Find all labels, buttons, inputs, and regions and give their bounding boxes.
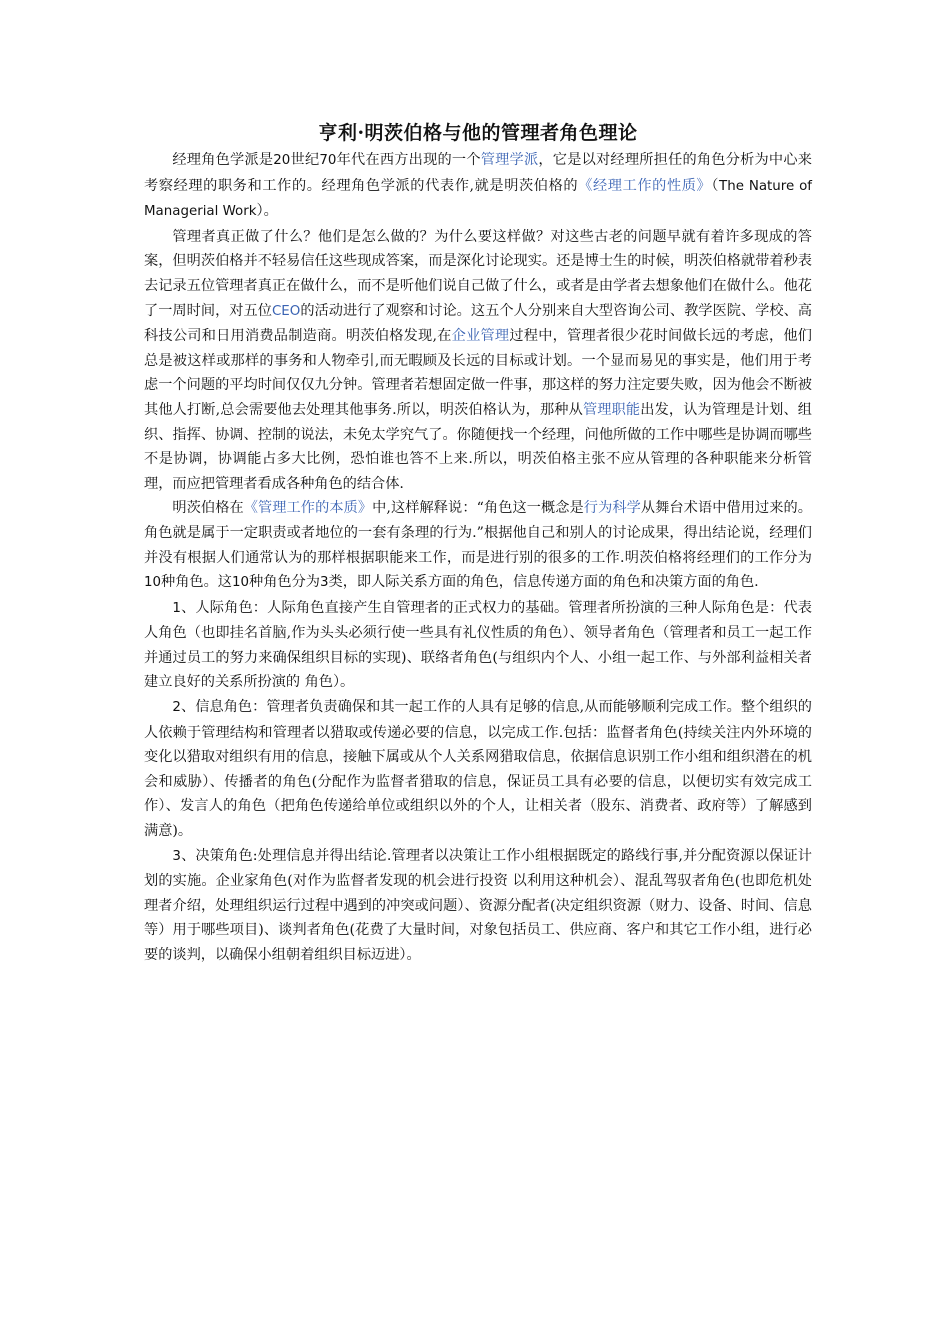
text-segment: 管理者真正做了什么？他们是怎么做的？为什么要这样做？对这些古老的问题早就有着许多现成的答案，但明茨伯格并不轻易信任这些现成答案，而是深化讨论现实。还是博士生的时候，明茨伯格就带着秒表去记录五位管理者真正在做什么，而不是听他们说自己做了什么，或者是由学者去想象他们在做什么。他花了一周时间，对五位 [144, 228, 812, 319]
list-number: 3 [172, 848, 181, 864]
text-segment: 的活动进行了观察和讨论。这五个人分别来自大型咨询公司、教学医院、学校、高科技公司和日用消费品制造商。明茨伯格发现,在 [144, 302, 812, 345]
link-nature-of-managerial-work-cn[interactable]: 《管理工作的本质》 [243, 500, 373, 517]
text-segment: 、人际角色：人际角色直接产生自管理者的正式权力的基础。管理者所扮演的三种人际角色是：代表人角色（也即挂名首脑,作为头头必须行使一些具有礼仪性质的角色）、领导者角色（管理者和员工一起工作并通过员工的努力来确保组织目标的实现)、联络者角色(与组织内个人、小组一起工作、与外部利益相关者建立良好的关系所扮演的 角色）。 [144, 599, 812, 691]
list-number: 1 [172, 600, 181, 616]
text-english-title: The Nature of Managerial Work [144, 178, 812, 220]
paragraph-2 [144, 225, 812, 497]
link-behavioral-science[interactable]: 行为科学 [583, 500, 641, 517]
link-management-functions[interactable]: 管理职能 [582, 401, 641, 418]
document-body [144, 118, 812, 968]
text-number: 10 [144, 575, 162, 591]
text-segment: 、信息角色：管理者负责确保和其一起工作的人具有足够的信息,从而能够顺利完成工作。整个组织的人依赖于管理结构和管理者以猎取或传递必要的信息，以完成工作.包括：监督者角色(持续关注内外环境的变化以猎取对组织有用的信息，接触下属或从个人关系网猎取信息，依据信息识别工作小组和组织潜在的机会和威胁）、传播者的角色(分配作为监督者猎取的信息，保证员工具有必要的信息，以便切实有效完成工作）、发言人的角色（把角色传递给单位或组织以外的个人，让相关者（股东、消费者、政府等）了解感到满意)。 [144, 699, 812, 840]
link-management-school[interactable]: 管理学派 [480, 152, 539, 168]
text-segment: 明茨伯格在 [172, 500, 244, 517]
text-segment: 、决策角色:处理信息并得出结论.管理者以决策让工作小组根据既定的路线行事,并分配资源以保证计划的实施。企业家角色(对作为监督者发现的机会进行投资 以利用这种机会）、混乱驾驭者角色(也即危机处理者介绍，处理组织运行过程中遇到的冲突或问题）、资源分配者(决定组织资源（财力、设备、时间、信息等）用于哪些项目)、谈判者角色(花费了大量时间，对象包括员工、供应商、客户和其它工作小组，进行必要的谈判，以确保小组朝着组织目标迈进）。 [144, 847, 812, 963]
link-ceo[interactable]: CEO [271, 303, 301, 319]
link-nature-of-managerial-work[interactable]: 《经理工作的性质》 [578, 177, 712, 194]
text-segment: 世纪 [290, 152, 320, 168]
text-segment: （ [711, 177, 720, 194]
text-segment: ）。 [256, 203, 278, 220]
text-number: 20 [273, 153, 291, 168]
text-segment: 类，即人际关系方面的角色，信息传递方面的角色和决策方面的角色. [328, 574, 759, 591]
text-segment: 出发，认为管理是计划、组织、指挥、协调、控制的说法，未免太学究气了。你随便找一个经理，问他所做的工作中哪些是协调而哪些不是协调，协调能占多大比例，恐怕谁也答不上来.所以，明茨伯格主张不应从管理的各种职能来分析管理，而应把管理者看成各种角色的结合体. [144, 401, 812, 492]
text-segment: 经理角色学派是 [172, 152, 274, 168]
text-number: 3 [320, 575, 329, 591]
text-segment: 种角色分为 [249, 574, 320, 591]
text-segment: 过程中，管理者很少花时间做长远的考虑，他们总是被这样或那样的事务和人物牵引,而无暇顾及长远的目标或计划。一个显而易见的事实是，他们用于考虑一个问题的平均时间仅仅九分钟。管理者若想固定做一件事，那这样的努力注定要失败，因为他会不断被其他人打断,总会需要他去处理其他事务.所以，明茨伯格认为，那种从 [144, 328, 812, 418]
paragraph-decisional-roles [144, 844, 812, 968]
text-segment: 从舞台术语中借用过来的。角色就是属于一定职责或者地位的一套有条理的行为.”根据他自己和别人的讨论成果，得出结论说，经理们并没有根据人们通常认为的那样根据职能来工作，而是进行别的很多的工作.明茨伯格将经理们的工作分为 [144, 500, 812, 566]
text-segment: ，它是以对经理所担任的角色分析为中心来考察经理的职务和工作的。经理角色学派的代表作,就是明茨伯格的 [144, 152, 812, 194]
link-enterprise-management[interactable]: 企业管理 [451, 328, 510, 345]
list-number: 2 [172, 700, 181, 716]
text-number: 10 [232, 575, 250, 591]
text-segment: 种角色。这 [161, 574, 232, 591]
paragraph-informational-roles [144, 695, 812, 844]
text-segment: 中,这样解释说：“角色这一概念是 [372, 500, 584, 517]
text-segment: 年代在西方出现的一个 [336, 152, 481, 168]
paragraph-interpersonal-roles [144, 596, 812, 695]
page-title: 亨利·明茨伯格与他的管理者角色理论 [318, 122, 638, 144]
paragraph-1 [144, 148, 812, 225]
text-number: 70 [319, 153, 337, 168]
paragraph-3 [144, 496, 812, 595]
